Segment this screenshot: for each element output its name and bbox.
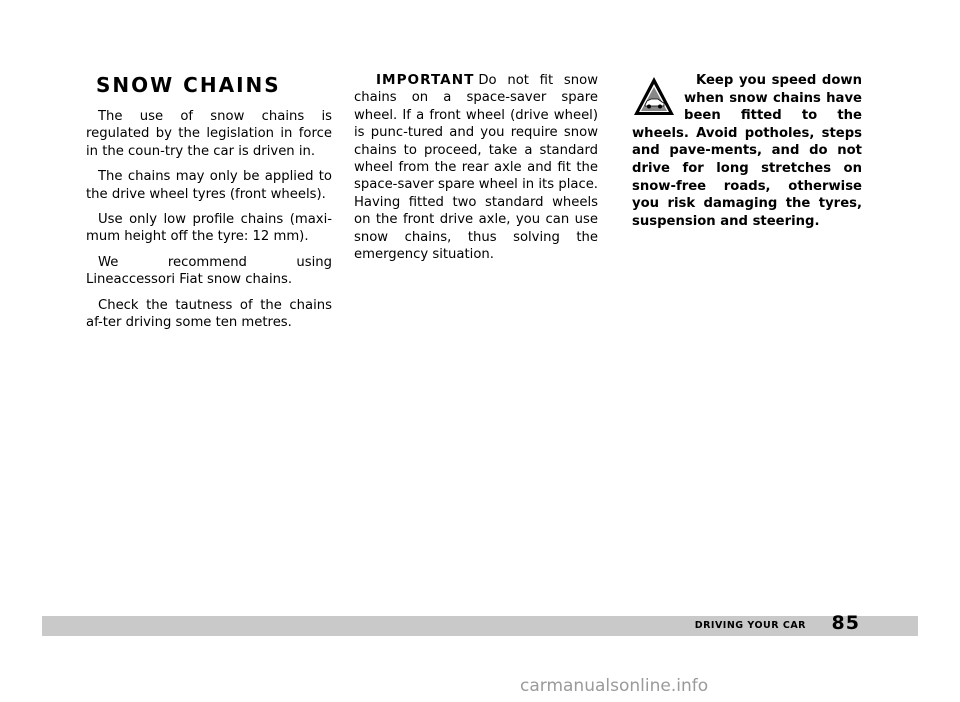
paragraph-low-profile: Use only low profile chains (maxi-mum height off the tyre: 12 mm). <box>86 212 332 245</box>
important-label: IMPORTANT <box>376 72 475 88</box>
snow-chains-column <box>86 72 332 339</box>
paragraph-regulation: The use of snow chains is regulated by the legislation in force in the coun-try the car is driven in. <box>86 109 332 159</box>
warning-text: Keep you speed down when snow chains have been fitted to the wheels. Avoid potholes, steps and pave-ments, and do not drive for long stretches on snow-free roads, otherwise you risk damaging the tyres, suspension and steering. <box>632 73 862 229</box>
footer-bar <box>42 612 918 636</box>
paragraph-recommendation: We recommend using Lineaccessori Fiat snow chains. <box>86 254 332 288</box>
warning-car-icon <box>632 74 676 118</box>
page-title: SNOW CHAINS <box>96 73 281 97</box>
paragraph-drive-wheels: The chains may only be applied to the drive wheel tyres (front wheels). <box>86 169 332 202</box>
watermark: carmanualsonline.info <box>520 676 709 696</box>
footer-section-label: DRIVING YOUR CAR <box>694 620 806 631</box>
warning-column <box>632 72 862 230</box>
important-note <box>354 72 598 263</box>
important-column <box>354 72 598 271</box>
page-number: 85 <box>831 612 860 634</box>
paragraph-tautness: Check the tautness of the chains af-ter driving some ten metres. <box>86 297 332 331</box>
important-text: Do not fit snow chains on a space-saver spare wheel. If a front wheel (drive wheel) is punc-tured and you require snow chains to proceed, take a standard wheel from the rear axle and fit the space-saver spare wheel in its place. Having fitted two standard wheels on the front drive axle, you can use snow chains, thus solving the emergency situation. <box>354 73 598 263</box>
